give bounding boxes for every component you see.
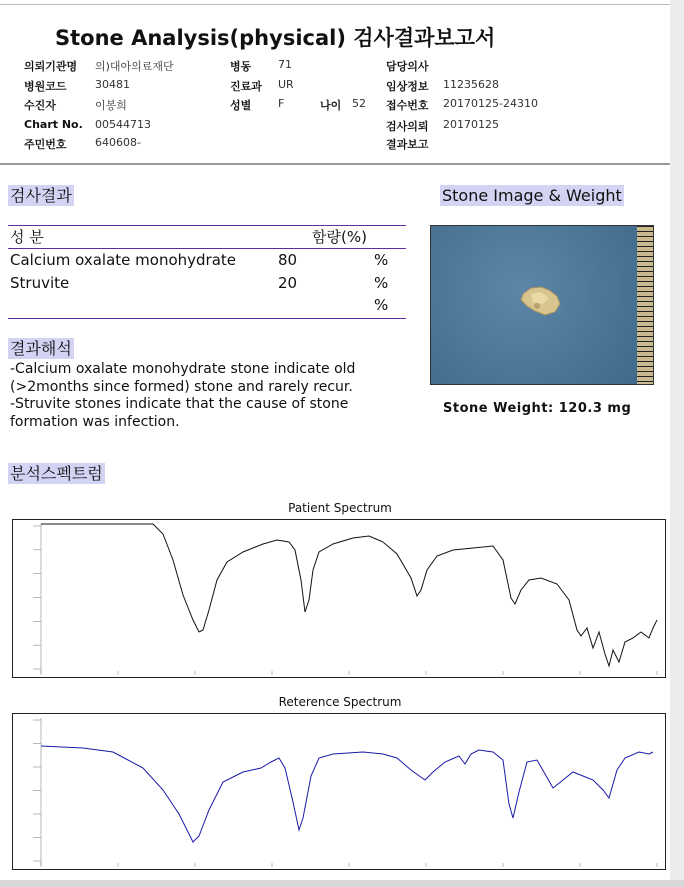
header-value: 20170125 <box>443 118 499 131</box>
header-value: F <box>278 97 285 110</box>
stone-image <box>431 226 637 384</box>
interpretation-text <box>10 361 420 431</box>
header-label: 접수번호 <box>386 99 429 112</box>
reference-spectrum-title: Reterence Spectrum <box>278 695 402 709</box>
header-value: 00544713 <box>95 118 151 131</box>
header-label: 임상정보 <box>386 80 429 93</box>
content-column-header: 함량(%) <box>312 228 367 246</box>
right-margin <box>670 0 684 887</box>
component-name: Struvite <box>10 274 70 292</box>
header-value: 11235628 <box>443 78 499 91</box>
reference-spectrum-plot <box>13 714 665 869</box>
header-divider <box>0 163 670 165</box>
header-label: 병원코드 <box>24 80 67 93</box>
header-label: Chart No. <box>24 118 83 131</box>
header-label: 주민번호 <box>24 138 67 151</box>
reference-spectrum-trace <box>41 746 653 842</box>
interpretation-section-title: 결과해석 <box>10 339 72 358</box>
patient-spectrum-plot <box>13 520 665 677</box>
header-label: 결과보고 <box>386 138 429 151</box>
header-label: 진료과 <box>230 80 262 93</box>
header-label: 성별 <box>230 99 252 112</box>
component-name: Calcium oxalate monohydrate <box>10 251 237 269</box>
top-rule <box>0 4 670 5</box>
component-unit: % <box>374 274 389 292</box>
reference-spectrum-chart <box>12 713 666 870</box>
header-value: 30481 <box>95 78 130 91</box>
patient-spectrum-title: Patient Spectrum <box>288 501 392 515</box>
table-header-rule <box>8 248 406 249</box>
header-label: 병동 <box>230 60 252 73</box>
header-label: 검사의뢰 <box>386 120 429 133</box>
header-label: 의뢰기관명 <box>24 60 78 73</box>
header-label: 담당의사 <box>386 60 429 73</box>
header-value: 의)대아의료재단 <box>95 60 174 73</box>
component-value: 80 <box>278 251 298 269</box>
interpretation-line: -Struvite stones indicate that the cause of stone formation was infection. <box>10 396 349 430</box>
component-unit: % <box>374 296 389 314</box>
stone-weight: Stone Weight: 120.3 mg <box>443 401 632 416</box>
header-value: 이봉희 <box>95 99 127 112</box>
patient-spectrum-trace <box>41 524 657 666</box>
table-bottom-rule <box>8 318 406 319</box>
results-section-title: 검사결과 <box>10 186 72 205</box>
header-value: 640608- <box>95 136 141 149</box>
scale-ruler <box>637 226 653 384</box>
stone-photo <box>430 225 654 385</box>
bottom-margin <box>0 880 684 887</box>
header-label: 수진자 <box>24 99 56 112</box>
stone-section-title: Stone Image & Weight <box>442 186 622 205</box>
component-unit: % <box>374 251 389 269</box>
age-label: 나이 <box>320 99 342 112</box>
component-column-header: 성 분 <box>10 228 44 246</box>
interpretation-line: -Calcium oxalate monohydrate stone indicate old (>2months since formed) stone and rarely recur. <box>10 361 356 395</box>
spectrum-section-title: 분석스펙트럼 <box>10 464 103 483</box>
report-title: Stone Analysis(physical) 검사결과보고서 <box>55 26 496 50</box>
header-value: UR <box>278 78 294 91</box>
patient-spectrum-chart <box>12 519 666 678</box>
header-value: 71 <box>278 58 292 71</box>
age-value: 52 <box>352 97 366 110</box>
component-value: 20 <box>278 274 298 292</box>
header-value: 20170125-24310 <box>443 97 538 110</box>
